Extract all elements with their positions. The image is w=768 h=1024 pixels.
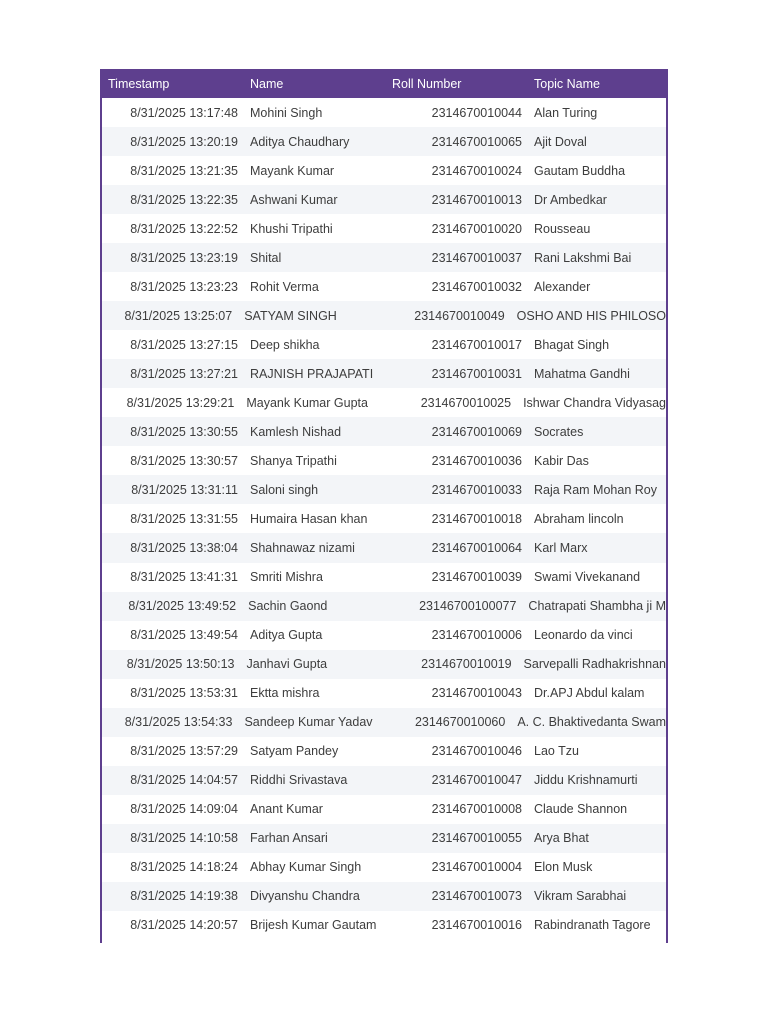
cell-roll-number[interactable]: 2314670010033	[431, 482, 522, 497]
cell-topic-name[interactable]: Elon Musk	[534, 860, 593, 875]
cell-roll-number[interactable]: 2314670010047	[431, 773, 522, 788]
cell-topic-name[interactable]: Kabir Das	[534, 453, 589, 468]
cell-timestamp[interactable]: 8/31/2025 13:53:31	[130, 686, 238, 701]
cell-topic-name[interactable]: Alan Turing	[534, 105, 598, 120]
cell-timestamp[interactable]: 8/31/2025 13:49:54	[130, 628, 238, 643]
table-row[interactable]	[102, 650, 666, 679]
cell-roll-number[interactable]: 2314670010046	[431, 744, 522, 759]
table-row[interactable]	[102, 592, 666, 621]
cell-topic-name[interactable]: Socrates	[534, 424, 584, 439]
table-row[interactable]	[102, 330, 666, 359]
cell-timestamp[interactable]: 8/31/2025 13:30:57	[130, 453, 238, 468]
cell-name[interactable]: Abhay Kumar Singh	[250, 860, 362, 875]
table-row[interactable]	[102, 911, 666, 940]
header-roll-number[interactable]: Roll Number	[392, 76, 462, 91]
cell-roll-number[interactable]: 2314670010004	[431, 860, 522, 875]
cell-name[interactable]: Brijesh Kumar Gautam	[250, 918, 377, 933]
cell-topic-name[interactable]: Rousseau	[534, 221, 591, 236]
cell-timestamp[interactable]: 8/31/2025 13:41:31	[130, 570, 238, 585]
cell-roll-number[interactable]: 2314670010043	[431, 686, 522, 701]
table-header-row	[102, 69, 666, 98]
cell-topic-name[interactable]: Mahatma Gandhi	[534, 366, 630, 381]
cell-timestamp[interactable]: 8/31/2025 13:22:35	[130, 192, 238, 207]
cell-roll-number[interactable]: 2314670010064	[431, 540, 522, 555]
cell-roll-number[interactable]: 2314670010039	[431, 570, 522, 585]
table-row[interactable]	[102, 388, 666, 417]
cell-name[interactable]: Anant Kumar	[250, 802, 323, 817]
table-row[interactable]	[102, 708, 666, 737]
cell-roll-number[interactable]: 2314670010065	[431, 134, 522, 149]
cell-topic-name[interactable]: Jiddu Krishnamurti	[534, 773, 638, 788]
cell-topic-name[interactable]: A. C. Bhaktivedanta Swam	[517, 715, 666, 730]
cell-name[interactable]: Shahnawaz nizami	[250, 540, 355, 555]
cell-timestamp[interactable]: 8/31/2025 13:21:35	[130, 163, 238, 178]
cell-roll-number[interactable]: 2314670010019	[421, 657, 512, 672]
cell-name[interactable]: Shital	[250, 250, 282, 265]
cell-timestamp[interactable]: 8/31/2025 13:38:04	[130, 540, 238, 555]
cell-name[interactable]: Deep shikha	[250, 337, 320, 352]
cell-timestamp[interactable]: 8/31/2025 13:27:15	[130, 337, 238, 352]
cell-topic-name[interactable]: Bhagat Singh	[534, 337, 610, 352]
table-row[interactable]	[102, 766, 666, 795]
table-row[interactable]	[102, 127, 666, 156]
table-row[interactable]	[102, 359, 666, 388]
table-row[interactable]	[102, 214, 666, 243]
cell-topic-name[interactable]: Rani Lakshmi Bai	[534, 250, 632, 265]
cell-topic-name[interactable]: Lao Tzu	[534, 744, 579, 759]
cell-roll-number[interactable]: 2314670010016	[431, 918, 522, 933]
cell-name[interactable]: Smriti Mishra	[250, 570, 323, 585]
cell-roll-number[interactable]: 2314670010049	[414, 308, 505, 323]
cell-timestamp[interactable]: 8/31/2025 14:20:57	[130, 918, 238, 933]
cell-topic-name[interactable]: Vikram Sarabhai	[534, 889, 627, 904]
cell-name[interactable]: Divyanshu Chandra	[250, 889, 360, 904]
cell-topic-name[interactable]: Chatrapati Shambha ji M	[528, 599, 666, 614]
table-row[interactable]	[102, 882, 666, 911]
cell-topic-name[interactable]: Sarvepalli Radhakrishnan	[523, 657, 666, 672]
cell-name[interactable]: Ektta mishra	[250, 686, 320, 701]
table-row[interactable]	[102, 243, 666, 272]
table-row[interactable]	[102, 301, 666, 330]
header-name[interactable]: Name	[250, 76, 284, 91]
table-row[interactable]	[102, 737, 666, 766]
cell-name[interactable]: RAJNISH PRAJAPATI	[250, 366, 374, 381]
cell-roll-number[interactable]: 2314670010013	[431, 192, 522, 207]
table-row[interactable]	[102, 446, 666, 475]
cell-roll-number[interactable]: 2314670010037	[431, 250, 522, 265]
cell-topic-name[interactable]: Alexander	[534, 279, 591, 294]
table-row[interactable]	[102, 795, 666, 824]
cell-name[interactable]: Ashwani Kumar	[250, 192, 338, 207]
cell-topic-name[interactable]: Abraham lincoln	[534, 511, 624, 526]
cell-timestamp[interactable]: 8/31/2025 13:22:52	[130, 221, 238, 236]
cell-timestamp[interactable]: 8/31/2025 13:54:33	[124, 715, 233, 730]
cell-name[interactable]: Khushi Tripathi	[250, 221, 333, 236]
cell-topic-name[interactable]: Dr Ambedkar	[534, 192, 607, 207]
header-timestamp[interactable]: Timestamp	[108, 76, 170, 91]
cell-topic-name[interactable]: Gautam Buddha	[534, 163, 626, 178]
responses-table	[100, 69, 668, 943]
cell-name[interactable]: Satyam Pandey	[250, 744, 339, 759]
cell-timestamp[interactable]: 8/31/2025 13:17:48	[130, 105, 238, 120]
cell-name[interactable]: Mayank Kumar	[250, 163, 335, 178]
cell-timestamp[interactable]: 8/31/2025 13:31:11	[131, 482, 238, 497]
table-row[interactable]	[102, 475, 666, 504]
cell-roll-number[interactable]: 2314670010020	[431, 221, 522, 236]
cell-name[interactable]: Shanya Tripathi	[250, 453, 337, 468]
cell-timestamp[interactable]: 8/31/2025 14:19:38	[130, 889, 238, 904]
cell-name[interactable]: Sachin Gaond	[248, 599, 328, 614]
cell-name[interactable]: Aditya Chaudhary	[250, 134, 350, 149]
cell-roll-number[interactable]: 2314670010008	[431, 802, 522, 817]
cell-roll-number[interactable]: 2314670010036	[431, 453, 522, 468]
cell-name[interactable]: Riddhi Srivastava	[250, 773, 348, 788]
cell-timestamp[interactable]: 8/31/2025 13:27:21	[130, 366, 238, 381]
cell-name[interactable]: Rohit Verma	[250, 279, 319, 294]
cell-roll-number[interactable]: 2314670010006	[431, 628, 522, 643]
cell-timestamp[interactable]: 8/31/2025 13:30:55	[130, 424, 238, 439]
table-row[interactable]	[102, 563, 666, 592]
cell-topic-name[interactable]: Raja Ram Mohan Roy	[534, 482, 657, 497]
cell-roll-number[interactable]: 2314670010069	[431, 424, 522, 439]
table-row[interactable]	[102, 272, 666, 301]
table-row[interactable]	[102, 679, 666, 708]
cell-roll-number[interactable]: 2314670010017	[431, 337, 522, 352]
cell-topic-name[interactable]: Ishwar Chandra Vidyasag	[523, 395, 666, 410]
cell-name[interactable]: Mohini Singh	[250, 105, 323, 120]
cell-topic-name[interactable]: Dr.APJ Abdul kalam	[534, 686, 645, 701]
table-row[interactable]	[102, 533, 666, 562]
cell-topic-name[interactable]: Leonardo da vinci	[534, 628, 633, 643]
header-topic-name[interactable]: Topic Name	[534, 76, 600, 91]
cell-roll-number[interactable]: 2314670010018	[431, 511, 522, 526]
table-row[interactable]	[102, 185, 666, 214]
cell-topic-name[interactable]: Ajit Doval	[534, 134, 587, 149]
cell-topic-name[interactable]: Karl Marx	[534, 540, 588, 555]
cell-name[interactable]: Janhavi Gupta	[246, 657, 328, 672]
cell-roll-number[interactable]: 2314670010032	[431, 279, 522, 294]
cell-roll-number[interactable]: 2314670010055	[431, 831, 522, 846]
table-row[interactable]	[102, 853, 666, 882]
cell-name[interactable]: Kamlesh Nishad	[250, 424, 342, 439]
table-row[interactable]	[102, 621, 666, 650]
cell-timestamp[interactable]: 8/31/2025 13:29:21	[126, 395, 235, 410]
cell-timestamp[interactable]: 8/31/2025 13:31:55	[130, 511, 238, 526]
table-body	[102, 98, 666, 940]
cell-name[interactable]: Sandeep Kumar Yadav	[244, 715, 373, 730]
cell-topic-name[interactable]: Swami Vivekanand	[534, 570, 641, 585]
cell-timestamp[interactable]: 8/31/2025 14:04:57	[130, 773, 238, 788]
cell-timestamp[interactable]: 8/31/2025 13:23:23	[130, 279, 238, 294]
cell-name[interactable]: Farhan Ansari	[250, 831, 328, 846]
cell-roll-number[interactable]: 2314670010060	[414, 715, 506, 730]
cell-roll-number[interactable]: 2314670010044	[431, 105, 522, 120]
cell-roll-number[interactable]: 2314670010025	[420, 395, 512, 410]
table-row[interactable]	[102, 504, 666, 533]
cell-timestamp[interactable]: 8/31/2025 13:23:19	[130, 250, 238, 265]
cell-roll-number[interactable]: 23146700100077	[419, 599, 517, 614]
cell-topic-name[interactable]: Rabindranath Tagore	[534, 918, 651, 933]
cell-timestamp[interactable]: 8/31/2025 14:10:58	[130, 831, 238, 846]
cell-timestamp[interactable]: 8/31/2025 13:25:07	[124, 308, 233, 323]
cell-roll-number[interactable]: 2314670010024	[431, 163, 522, 178]
cell-roll-number[interactable]: 2314670010031	[431, 366, 522, 381]
table-row[interactable]	[102, 824, 666, 853]
table-row[interactable]	[102, 98, 666, 127]
cell-topic-name[interactable]: Claude Shannon	[534, 802, 628, 817]
cell-timestamp[interactable]: 8/31/2025 14:18:24	[130, 860, 238, 875]
cell-name[interactable]: Humaira Hasan khan	[250, 511, 368, 526]
cell-timestamp[interactable]: 8/31/2025 14:09:04	[130, 802, 238, 817]
cell-timestamp[interactable]: 8/31/2025 13:20:19	[130, 134, 238, 149]
cell-roll-number[interactable]: 2314670010073	[431, 889, 522, 904]
cell-timestamp[interactable]: 8/31/2025 13:49:52	[128, 599, 237, 614]
table-row[interactable]	[102, 417, 666, 446]
cell-name[interactable]: Aditya Gupta	[250, 628, 323, 643]
cell-name[interactable]: SATYAM SINGH	[244, 308, 337, 323]
cell-name[interactable]: Saloni singh	[250, 482, 319, 497]
cell-topic-name[interactable]: Arya Bhat	[534, 831, 589, 846]
cell-timestamp[interactable]: 8/31/2025 13:50:13	[126, 657, 235, 672]
table-row[interactable]	[102, 156, 666, 185]
cell-timestamp[interactable]: 8/31/2025 13:57:29	[130, 744, 238, 759]
cell-topic-name[interactable]: OSHO AND HIS PHILOSO	[516, 308, 666, 323]
cell-name[interactable]: Mayank Kumar Gupta	[246, 395, 368, 410]
